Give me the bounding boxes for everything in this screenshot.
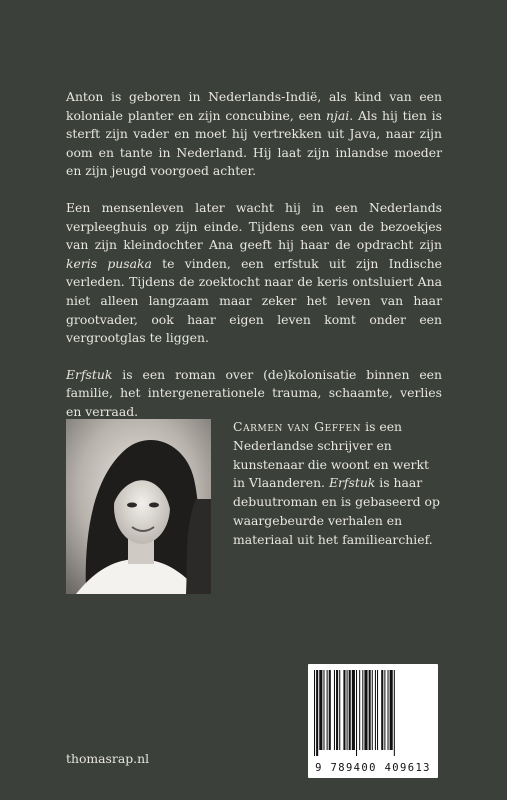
barcode-bar — [394, 670, 395, 756]
author-photo — [66, 419, 211, 594]
barcode-bar — [347, 670, 348, 750]
isbn-number: 9 789400 409613 — [315, 762, 431, 774]
publisher-website: thomasrap.nl — [66, 751, 150, 766]
barcode-bar — [343, 670, 345, 750]
barcode-bar — [327, 670, 328, 750]
barcode-bar — [390, 670, 393, 750]
barcode-bar — [323, 670, 324, 750]
author-portrait-illustration — [66, 419, 211, 594]
barcode-bar — [314, 670, 315, 756]
isbn-barcode — [308, 664, 438, 778]
emphasis-erfstuk-bio: Erfstuk — [328, 475, 376, 491]
barcode-bar — [375, 670, 376, 750]
author-name: Carmen van Geffen — [233, 419, 362, 434]
barcode-bar — [352, 670, 355, 750]
barcode-bar — [384, 670, 385, 750]
barcode-bar — [388, 670, 389, 750]
barcode-bar — [349, 670, 351, 750]
blurb-paragraph-3: Erfstuk is een roman over (de)kolonisatie binnen een familie, het intergenerationele trauma, schaamte, verlies en verraad. — [66, 366, 442, 419]
barcode-bar — [359, 670, 360, 750]
barcode-bar — [362, 670, 363, 750]
blurb-paragraph-2: Een mensenleven later wacht hij in een Nederlands verpleeghuis op zijn einde. Tijdens een van de bezoekjes van zijn kleindochter Ana geeft hij haar de opdracht zijn keris pusaka te vinden, een erfstuk uit zijn Indische verleden. Tijdens de zoektocht naar de keris ontsluiert Ana niet alleen langzaam maar zeker het leven van haar grootvader, ook haar eigen leven komt onder een vergrootglas te liggen. — [66, 199, 443, 346]
barcode-bar — [369, 670, 371, 750]
barcode-bar — [336, 670, 338, 750]
emphasis-keris-pusaka: keris pusaka — [66, 255, 152, 271]
barcode-bars-icon — [314, 670, 432, 756]
barcode-bar — [334, 670, 335, 750]
barcode-bar — [364, 670, 367, 750]
barcode-bar — [316, 670, 318, 756]
emphasis-erfstuk: Erfstuk — [66, 366, 113, 382]
barcode-bar — [377, 670, 378, 750]
blurb-paragraph-1: Anton is geboren in Nederlands-Indië, als kind van een koloniale planter en zijn concubine, een njai. Als hij tien is sterft zijn vader en moet hij vertrekken uit Java, naar zijn oom en tante in Nederland. Hij laat zijn inlandse moeder en zijn jeugd voorgoed achter. — [66, 89, 442, 179]
author-bio: Carmen van Geffen is een Nederlandse schrijver en kunstenaar die woont en werkt in Vlaanderen. Erfstuk is haar debuutroman en is gebaseerd op waargebeurde verhalen en materiaal uit het familiearchief. — [233, 419, 440, 547]
barcode-bar — [372, 670, 373, 750]
blurb-text — [66, 88, 442, 440]
barcode-bar — [319, 670, 322, 750]
barcode-bar — [381, 670, 383, 750]
barcode-bar — [339, 670, 340, 750]
barcode-bar — [356, 670, 357, 756]
barcode-bar — [329, 670, 331, 750]
emphasis-njai: njai — [326, 107, 350, 123]
